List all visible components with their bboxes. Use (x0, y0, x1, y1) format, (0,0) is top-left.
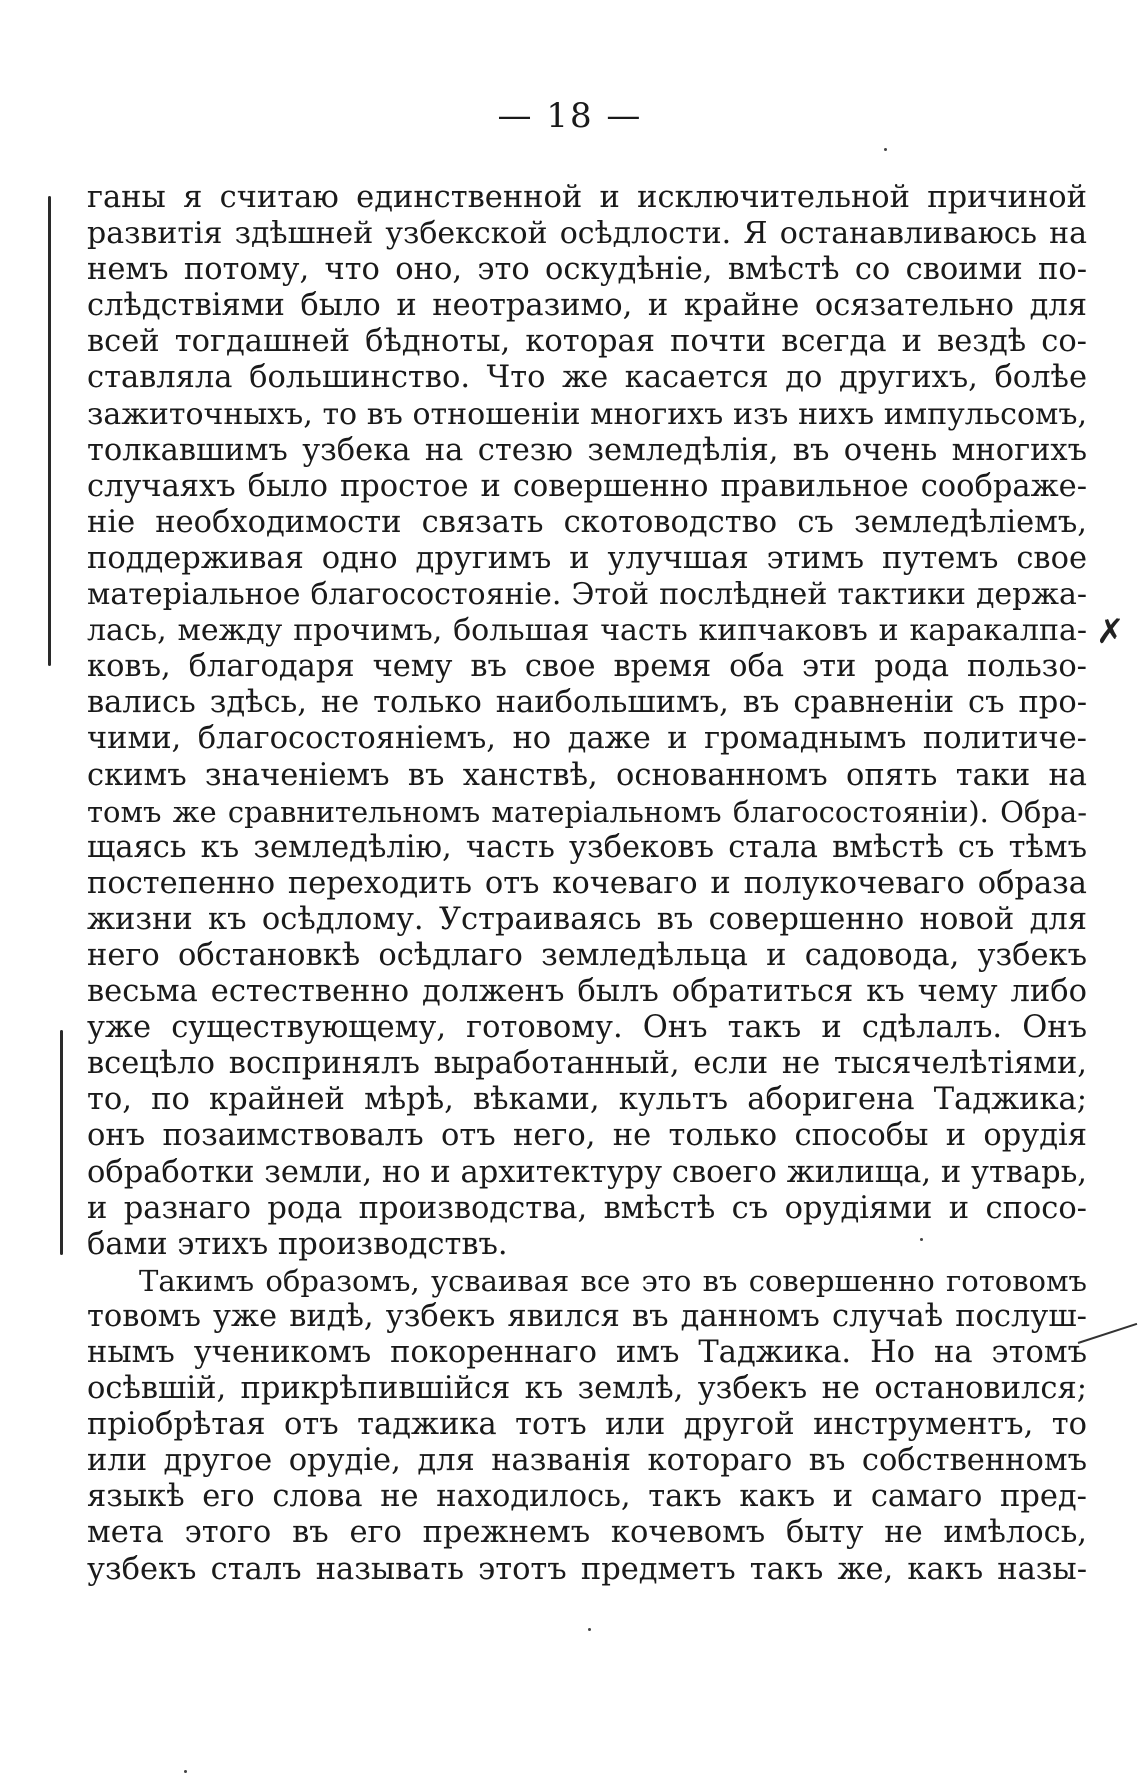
text-line: узбекъ сталъ называть этотъ предметъ такъ же, какъ назы- (87, 1551, 1087, 1587)
margin-check-mark: ✗ (1096, 612, 1125, 652)
text-line: весьма естественно долженъ былъ обратиться къ чему либо (87, 974, 1087, 1010)
text-line: товомъ уже видѣ, узбекъ явился въ данномъ случаѣ послуш- (87, 1298, 1087, 1334)
text-line-paragraph-start: Такимъ образомъ, усваивая все это въ совершенно готовомъ (139, 1263, 1087, 1298)
text-line: томъ же сравнительномъ матеріальномъ благосостояніи). Обра- (87, 794, 1087, 829)
text-line: скимъ значеніемъ въ ханствѣ, основанномъ опять таки на (87, 757, 1087, 793)
text-line: осѣвшій, прикрѣпившійся къ землѣ, узбекъ не остановился; (87, 1371, 1087, 1407)
text-line: онъ позаимствовалъ отъ него, не только способы и орудія (87, 1118, 1087, 1154)
text-line: слѣдствіями было и неотразимо, и крайне осязательно для (87, 288, 1087, 324)
margin-pencil-bar-top (48, 196, 51, 666)
text-line: матеріальное благосостояніе. Этой послѣдней тактики держа- (87, 577, 1087, 613)
text-line: жизни къ осѣдлому. Устраиваясь въ совершенно новой для (87, 901, 1087, 937)
text-line: лась, между прочимъ, большая часть кипчаковъ и каракалпа- (87, 613, 1087, 649)
text-line: постепенно переходить отъ кочеваго и полукочеваго образа (87, 865, 1087, 901)
text-line: чими, благосостояніемъ, но даже и громаднымъ политиче- (87, 721, 1087, 757)
text-line: всецѣло воспринялъ выработанный, если не тысячелѣтіями, (87, 1046, 1087, 1082)
text-line: то, по крайней мѣрѣ, вѣками, культъ аборигена Таджика; (87, 1082, 1087, 1118)
text-line: случаяхъ было простое и совершенно правильное соображе- (87, 468, 1087, 504)
text-line: ніе необходимости связать скотоводство съ земледѣліемъ, (87, 504, 1087, 540)
text-line: уже существующему, готовому. Онъ такъ и сдѣлалъ. Онъ (87, 1010, 1087, 1046)
text-line: или другое орудіе, для названія котораго въ собственномъ (87, 1443, 1087, 1479)
stray-dot (884, 148, 887, 151)
body-text (87, 180, 1087, 1588)
text-line: ковъ, благодаря чему въ свое время оба эти рода пользо- (87, 649, 1087, 685)
text-line: щаясь къ земледѣлію, часть узбековъ стала вмѣстѣ съ тѣмъ (87, 829, 1087, 865)
text-line: ставляла большинство. Что же касается до другихъ, болѣе (87, 360, 1087, 396)
text-line: пріобрѣтая отъ таджика тотъ или другой инструментъ, то (87, 1407, 1087, 1443)
text-line: поддерживая одно другимъ и улучшая этимъ путемъ свое (87, 540, 1087, 576)
text-line: развитія здѣшней узбекской осѣдлости. Я останавливаюсь на (87, 216, 1087, 252)
margin-pencil-bar-bottom (60, 1030, 63, 1255)
text-line: нымъ ученикомъ покореннаго имъ Таджика. Но на этомъ (87, 1335, 1087, 1370)
text-line: мета этого въ его прежнемъ кочевомъ быту не имѣлось, (87, 1515, 1087, 1551)
text-line-paragraph-end: бами этихъ производствъ. (87, 1226, 508, 1262)
text-line: всей тогдашней бѣдноты, которая почти всегда и вездѣ со- (87, 324, 1087, 360)
text-line: вались здѣсь, не только наибольшимъ, въ сравненіи съ про- (87, 685, 1087, 721)
text-line: обработки земли, но и архитектуру своего жилища, и утварь, (87, 1154, 1087, 1190)
text-line: него обстановкѣ осѣдлаго земледѣльца и садовода, узбекъ (87, 937, 1087, 973)
stray-dot (184, 1770, 187, 1773)
text-line: толкавшимъ узбека на стезю земледѣлія, въ очень многихъ (87, 432, 1087, 468)
text-line: языкѣ его слова не находилось, такъ какъ и самаго пред- (87, 1479, 1087, 1515)
text-line: и разнаго рода производства, вмѣстѣ съ орудіями и спосо- (87, 1190, 1087, 1226)
text-line: зажиточныхъ, то въ отношеніи многихъ изъ нихъ импульсомъ, (87, 396, 1087, 432)
text-line: ганы я считаю единственной и исключительной причиной (87, 180, 1087, 215)
text-line: немъ потому, что оно, это оскудѣніе, вмѣстѣ со своими по- (87, 252, 1087, 288)
page-number: — 18 — (497, 96, 643, 136)
stray-dot (588, 1628, 591, 1631)
